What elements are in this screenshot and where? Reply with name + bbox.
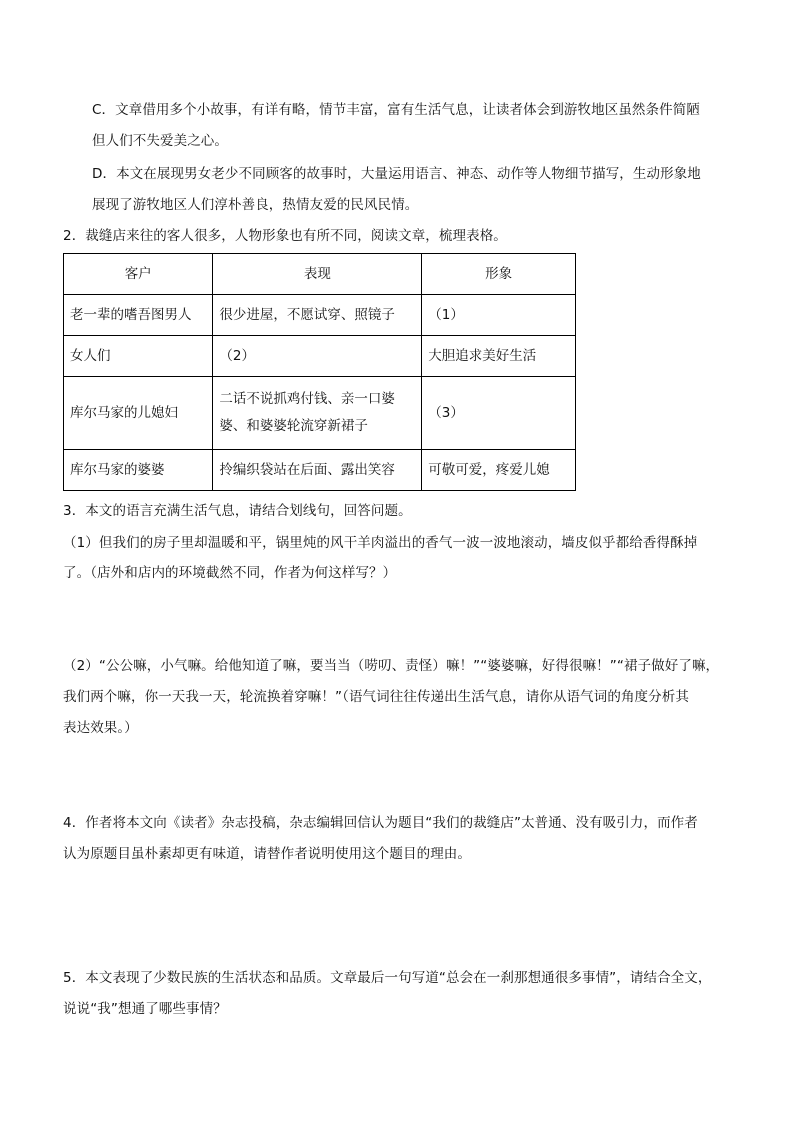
table-header-row bbox=[64, 254, 576, 295]
question-3-sub2-line-2: 我们两个嘛，你一天我一天，轮流换着穿嘛！”（语气词往往传递出生活气息，请你从语气词的角度分析其 bbox=[63, 689, 689, 705]
option-d-line-2: 展现了游牧地区人们淳朴善良，热情友爱的民风民情。 bbox=[92, 197, 419, 213]
table-cell: 女人们 bbox=[64, 336, 213, 377]
table-cell: （1） bbox=[422, 295, 576, 336]
question-3-sub1-line-2: 了。（店外和店内的环境截然不同，作者为何这样写？） bbox=[63, 565, 397, 581]
table-cell: 二话不说抓鸡付钱、亲一口婆婆、和婆婆轮流穿新裙子 bbox=[213, 377, 422, 450]
table-cell: 拎编织袋站在后面、露出笑容 bbox=[213, 450, 422, 491]
table-cell: （2） bbox=[213, 336, 422, 377]
table-header-customer: 客户 bbox=[64, 254, 213, 295]
question-3-sub1-line-1: （1）但我们的房子里却温暖和平，锅里炖的风干羊肉溢出的香气一波一波地滚动，墙皮似乎都给香得酥掉 bbox=[63, 535, 698, 551]
table-header-image: 形象 bbox=[422, 254, 576, 295]
question-5-line-2: 说说“我”想通了哪些事情？ bbox=[63, 1001, 227, 1017]
question-3-sub2-line-3: 表达效果。） bbox=[63, 720, 138, 736]
table-cell: 可敬可爱，疼爱儿媳 bbox=[422, 450, 576, 491]
question-4-line-2: 认为原题目虽朴素却更有味道，请替作者说明使用这个题目的理由。 bbox=[63, 846, 471, 862]
question-3-prompt: 3．本文的语言充满生活气息，请结合划线句，回答问题。 bbox=[63, 503, 412, 519]
character-table bbox=[63, 253, 576, 491]
question-5-line-1: 5．本文表现了少数民族的生活状态和品质。文章最后一句写道“总会在一刹那想通很多事情”，请结合全文， bbox=[63, 970, 712, 986]
option-c-line-2: 但人们不失爱美之心。 bbox=[92, 133, 228, 149]
question-4-line-1: 4．作者将本文向《读者》杂志投稿，杂志编辑回信认为题目“我们的裁缝店”太普通、没有吸引力，而作者 bbox=[63, 815, 698, 831]
table-cell: 很少进屋，不愿试穿、照镜子 bbox=[213, 295, 422, 336]
question-3-sub2-line-1: （2）“公公嘛，小气嘛。给他知道了嘛，要当当（唠叨、责怪）嘛！”“婆婆嘛，好得很嘛！”“裙子做好了嘛， bbox=[63, 658, 720, 674]
option-c-line-1: C．文章借用多个小故事，有详有略，情节丰富，富有生活气息，让读者体会到游牧地区虽然条件简陋 bbox=[92, 102, 700, 118]
table-cell: 库尔马家的婆婆 bbox=[64, 450, 213, 491]
option-d-line-1: D．本文在展现男女老少不同顾客的故事时，大量运用语言、神态、动作等人物细节描写，生动形象地 bbox=[92, 166, 701, 182]
table-row bbox=[64, 336, 576, 377]
table-cell: 老一辈的嗜吾图男人 bbox=[64, 295, 213, 336]
table-row bbox=[64, 450, 576, 491]
question-2-prompt: 2．裁缝店来往的客人很多，人物形象也有所不同，阅读文章，梳理表格。 bbox=[63, 228, 507, 244]
table-row bbox=[64, 377, 576, 450]
table-cell: 大胆追求美好生活 bbox=[422, 336, 576, 377]
table-row bbox=[64, 295, 576, 336]
table-cell: （3） bbox=[422, 377, 576, 450]
table-header-behavior: 表现 bbox=[213, 254, 422, 295]
table-cell: 库尔马家的儿媳妇 bbox=[64, 377, 213, 450]
